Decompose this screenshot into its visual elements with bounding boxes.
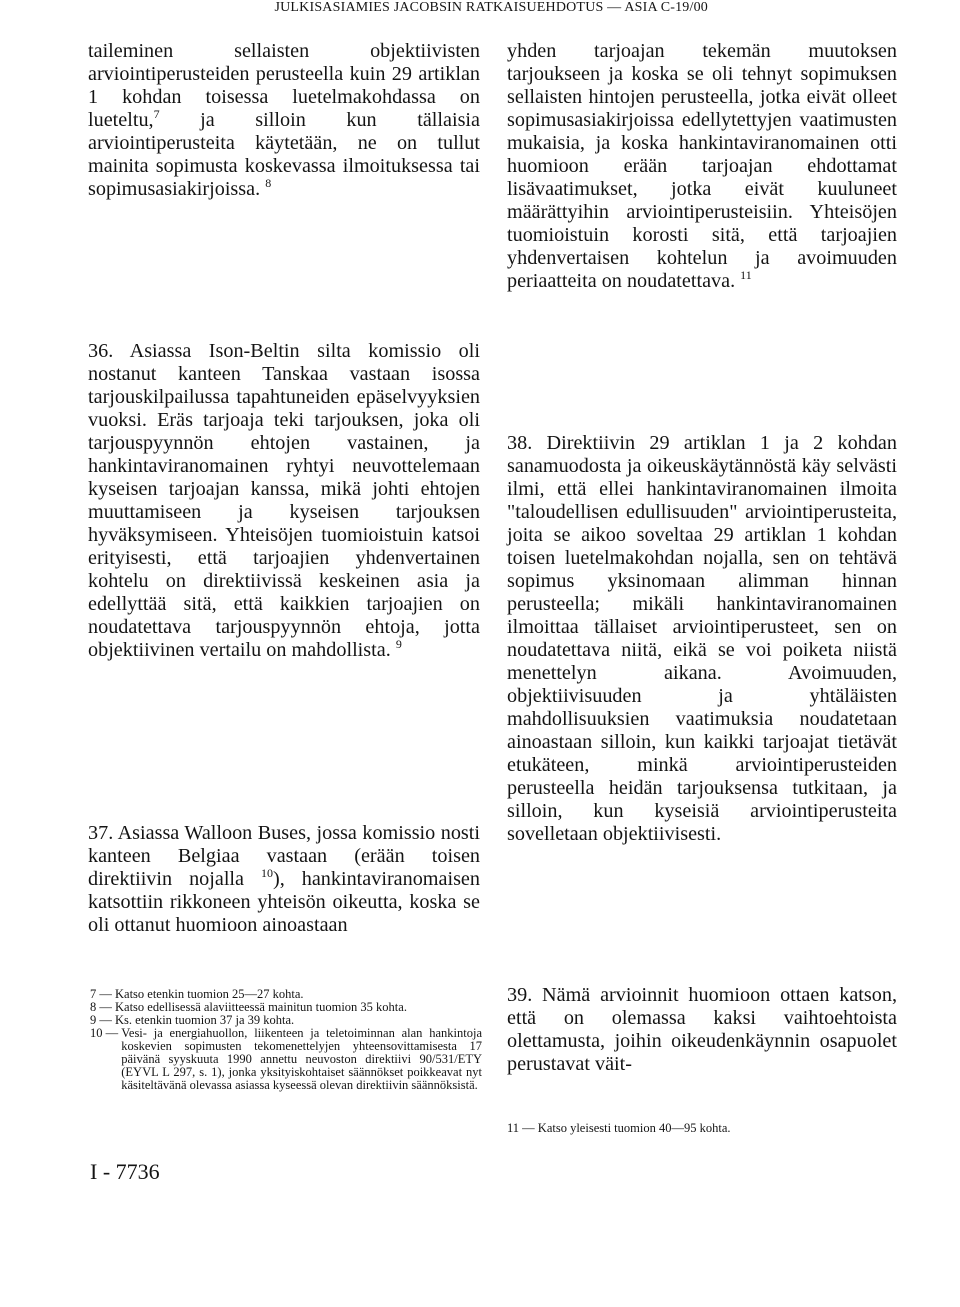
footnote-ref-8[interactable]: 8 [265,176,272,190]
paragraph-37 [88,822,480,937]
right-column-top [507,40,897,293]
footnote-ref-7[interactable]: 7 [153,107,160,121]
footnote-ref-11[interactable]: 11 [740,268,752,282]
page-number: I - 7736 [90,1159,160,1184]
footnote-ref-9[interactable]: 9 [395,637,402,651]
footnote-7: 7 — Katso etenkin tuomion 25—27 kohta. [90,987,304,1001]
footnotes-left [90,988,482,1092]
footnote-10: 10 — Vesi- ja energiahuollon, liikenteen ja teletoiminnan alan hankintoja koskevien sopimusten tekomenettelyjen yhteensovittamisesta 17 päivänä syyskuuta 1990 annettu neuvoston direktiivi 90/531/ETY (EYVL L 297, s. 1), jonka yksityiskohtaiset säännökset poikkeavat nyt käsiteltävänä olevassa asiassa kyseessä olevan direktiivin säännöksistä. [90,1026,482,1092]
paragraph-continued-right: yhden tarjoajan tekemän muutoksen tarjoukseen ja koska se oli tehnyt sopimuksen sellaisten hintojen perusteella, jotka eivät olleet sopimusasiakirjoissa edellytettyjen vaatimusten mukaisia, ja koska hankintaviranomainen otti huomioon erään tarjoajan ehdottamat lisävaatimukset, jotka eivät kuuluneet määrättyihin arviointiperusteisiin. Yhteisöjen tuomioistuin korosti sitä, että tarjoajien yhdenvertaisen kohtelun ja avoimuuden periaatteita on noudatettava. $^{11}$ [507,40,897,292]
footnotes-right [507,1122,897,1135]
paragraph-39-text: 39. Nämä arvioinnit huomioon ottaen katson, että on olemassa kaksi vaihtoehtoista olettamusta, joihin oikeudenkäynnin osapuolet perustavat väit- [507,984,897,1075]
running-header: JULKISASIAMIES JACOBSIN RATKAISUEHDOTUS — ASIA C-19/00 [274,0,708,15]
paragraph-38 [507,432,897,846]
footnote-ref-10[interactable]: 10 [260,866,273,880]
paragraph-39 [507,984,897,1076]
footnote-11: 11 — Katso yleisesti tuomion 40—95 kohta. [507,1121,731,1135]
left-column-top [88,40,480,201]
paragraph-38-text: 38. Direktiivin 29 artiklan 1 ja 2 kohdan sanamuodosta ja oikeuskäytännöstä käy selvästi ilmi, että ellei hankintaviranomainen ilmoita "taloudellisen edullisuuden" arviointiperusteita, joita se aikoo soveltaa 29 artiklan 1 kohdan toisen luetelmakohdan nojalla, sen on tehtävä sopimus yksinomaan alimman hinnan perusteella; mikäli hankintaviranomainen ilmoittaa tällaiset arviointiperusteet, sen on noudatettava niitä, eikä se voi poiketa niistä menettelyn aikana. Avoimuuden, objektiivisuuden ja yhtäläisten mahdollisuuksien vaatimuksia noudatetaan ainoastaan silloin, kun kaikki tarjoajat tietävät etukäteen, minkä arviointiperusteiden perusteella heidän tarjouksensa tutkitaan, ja silloin, kun kyseisiä arviointiperusteita sovelletaan objektiivisesti. [507,432,897,845]
paragraph-37-text: 37. Asiassa Walloon Buses, jossa komissio nosti kanteen Belgiaa vastaan (erään toisen direktiivin nojalla $^{10}$), hankintaviranomaisen katsottiin rikkoneen yhteisön oikeutta, koska se oli ottanut huomioon ainoastaan [88,822,480,936]
paragraph-continued: taileminen sellaisten objektiivisten arviointiperusteiden perusteella kuin 29 artiklan 1 kohdan toisessa luetelmakohdassa on lueteltu,$^7$ ja silloin kun tällaisia arviointiperusteita käytetään, ne on tullut mainita sopimusta koskevassa ilmoituksessa tai sopimusasiakirjoissa. $^8$ [88,40,480,200]
footnote-9: 9 — Ks. etenkin tuomion 37 ja 39 kohta. [90,1013,295,1027]
paragraph-36-text: 36. Asiassa Ison-Beltin silta komissio oli nostanut kanteen Tanskaa vastaan isossa tarjouskilpailussa tapahtuneiden epäselvyyksien vuoksi. Eräs tarjoaja teki tarjouksen, joka oli tarjouspyynnön ehtojen vastainen, ja hankintaviranomainen ryhtyi neuvottelemaan kyseisen tarjoajan kanssa, mikä johti ehtojen muuttamiseen ja kyseisen tarjouksen hyväksymiseen. Yhteisöjen tuomioistuin katsoi erityisesti, että tarjoajien yhdenvertainen kohtelu on direktiivissä keskeinen asia ja edellyttää sitä, että kaikkien tarjoajien on noudatettava tarjouspyynnön ehtoja, jotta objektiivinen vertailu on mahdollista. $^9$ [88,340,480,661]
footnote-8: 8 — Katso edellisessä alaviitteessä mainitun tuomion 35 kohta. [90,1000,407,1014]
paragraph-36 [88,340,480,662]
